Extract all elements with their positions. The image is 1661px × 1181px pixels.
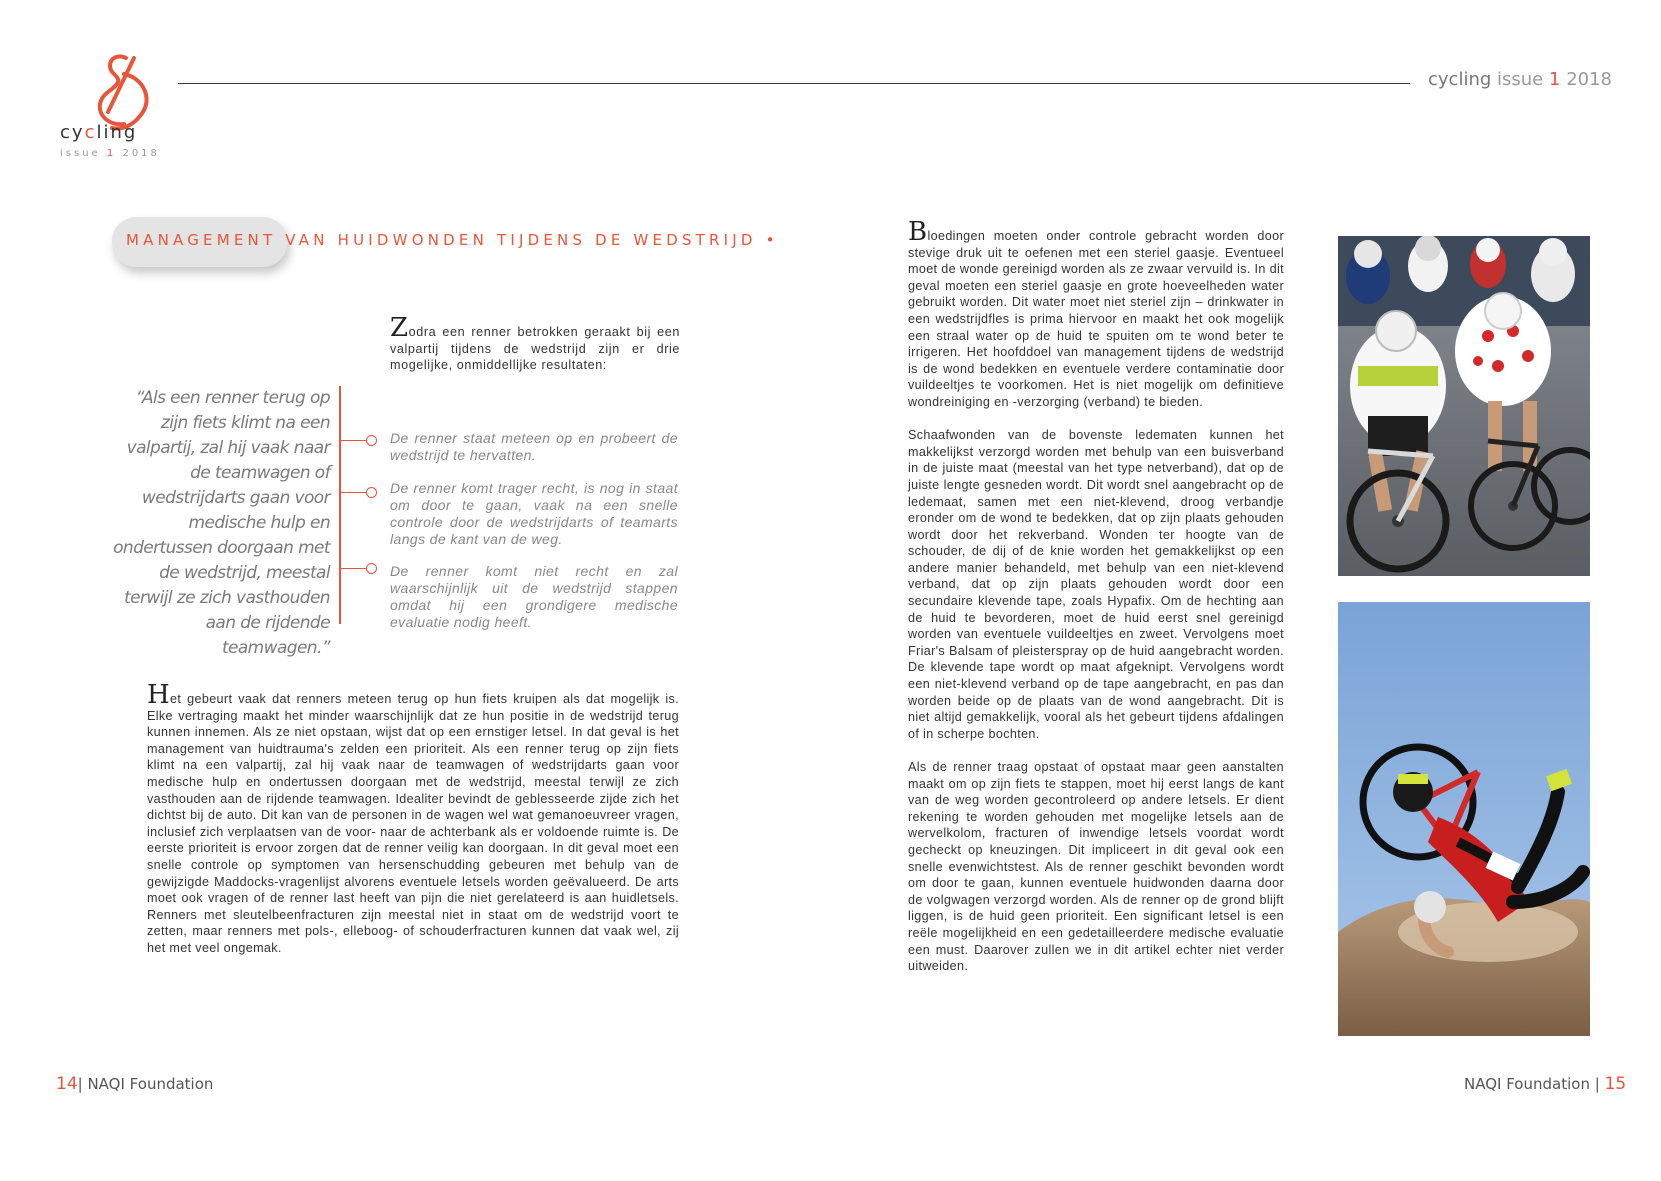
pull-quote: “Als een renner terug op zijn fiets klimt na een valpartij, zal hij vaak naar de teamwagen of wedstrijdarts gaan voor medische hulp en ondertussen doorgaan met de wedstrijd, meestal terwijl ze zich vasthouden aan de rijdende teamwagen.” [113,388,330,658]
logo-wordmark: cycling [60,122,138,143]
intro-dropcap: Z [390,313,409,343]
body-right-paragraph-2: Schaafwonden van de bovenste ledematen kunnen het makkelijkst verzorgd worden met behulp van een buisverband in de juiste maat (meestal van het type netverband), dat op de juiste lengte gesneden wordt. Dit wordt snel aangebracht op de ledemaat, samen met een niet-klevend, droog verbandje eronder om de wond te bedekken, dat op zijn plaats gehouden wordt door het rekverband. Wonden ter hoogte van de schouder, de dij of de knie worden het gemakkelijkst op een andere manier behandeld, met behulp van een niet-klevend verband, dat op zijn plaats gehouden wordt door een secundaire klevende tape, zoals Hypafix. Om de hechting aan de huid te bevorderen, moet de huid eerst snel gereinigd worden van eventuele vuildeeltjes en zweet. Vervolgens moet Friar's Balsam of pleisterspray op de huid aangebracht worden. De klevende tape wordt op maat afgeknipt. Vervolgens wordt een niet-klevend verband op de tape aangebracht, en pas dan worden beide op de plaats van de wond aangebracht. Dit is niet altijd gemakkelijk, vooral als het gebeurt tijdens afdalingen of in scherpe bochten. [908,428,1284,741]
timeline-dot-1 [366,435,377,446]
timeline-tick-1 [341,440,367,441]
body-left-text: et gebeurt vaak dat renners meteen terug op hun fiets kruipen als dat mogelijk is. Elke vertraging maakt het minder waarschijnlijk dat ze hun positie in de wedstrijd terug kunnen innemen. Als ze niet opstaan, wijst dat op een ernstiger letsel. In dat geval is het management van huidtrauma's zelden een prioriteit. Als een renner terug op zijn fiets klimt na een valpartij, zal hij vaak naar de teamwagen of wedstrijdarts gaan voor medische hulp en ondertussen doorgaan met de wedstrijd, meestal terwijl ze zich vasthouden aan de rijdende teamwagen. Idealiter bevindt de geblesseerde zijde zich het dichtst bij de auto. Dit kan van de personen in de wagen wel wat gemanoeuvreer vragen, inclusief zich verplaatsen van de voor- naar de achterbank als er voldoende ruimte is. De eerste prioriteit is ervoor zorgen dat de renner veilig kan doorgaan. In dit geval moet een snelle controle op symptomen van hersenschudding gebeuren met behulp van de gewijzigde Maddocks-vragenlijst alvorens eventuele letsels worden geëvalueerd. De arts moet ook vragen of de renner last heeft van pijn die niet gerelateerd is aan huidletsels. Renners met sleutelbeenfracturen zijn meestal niet in staat om de wedstrijd voort te zetten, maar renners met pols-, elleboog- of schouderfracturen kunnen dat vaak wel, zij het met veel ongemak. [147,692,679,955]
section-title: MANAGEMENT VAN HUIDWONDEN TIJDENS DE WEDSTRIJD • [126,231,779,249]
body-right-paragraph-3: Als de renner traag opstaat of opstaat maar geen aanstalten maakt om op zijn fiets te stappen, moet hij eerst langs de kant van de weg worden gecontroleerd op andere letsels. Er dient rekening te worden gehouden met mogelijke letsels aan de wervelkolom, fracturen of inwendige letsels voordat wordt gecheckt op kneuzingen. Dit impliceert in dit geval ook een snelle evenwichtstest. Als de renner geschikt bevonden wordt om door te gaan, kunnen eventuele huidwonden daarna door de volgwagen verzorgd worden. Als de renner op de grond blijft liggen, is de huid geen prioriteit. Een significant letsel is een reële mogelijkheid en een gedetailleerdere medische evaluatie een must. Daarover zullen we in dit artikel echter niet verder uitweiden. [908,760,1284,974]
intro-paragraph [390,313,680,374]
header-issue-year: 2018 [1566,69,1612,90]
body-left-dropcap: H [147,680,171,710]
outcome-item-2: De renner komt trager recht, is nog in staat om door te gaan, vaak na een snelle controle door de wedstrijdarts of teamarts langs de kant van de weg. [390,480,678,547]
timeline-dot-2 [366,487,377,498]
header-title-word: cycling [1428,69,1492,90]
timeline-tick-2 [341,492,367,493]
body-right-paragraph-1 [908,217,1284,411]
running-header [1428,69,1612,90]
logo-issue-label: issue 1 2018 [60,148,160,159]
footer-left-text: | NAQI Foundation [77,1075,214,1093]
footer-right [1464,1074,1626,1094]
header-issue-number: 1 [1549,69,1561,90]
timeline-dot-3 [366,563,377,574]
header-rule [178,83,1410,84]
intro-text: odra een renner betrokken geraakt bij een valpartij tijdens de wedstrijd zijn er drie mogelijke, onmiddellijke resultaten: [390,325,680,372]
outcome-item-3: De renner komt niet recht en zal waarschijnlijk uit de wedstrijd stappen omdat hij een grondigere medische evaluatie nodig heeft. [390,563,678,630]
photo-peloton-sprint [1338,236,1590,576]
magazine-logo [58,52,178,162]
body-right-dropcap: B [908,217,928,247]
page-number-left: 14 [56,1074,78,1094]
timeline-line [339,386,341,624]
timeline-tick-3 [341,568,367,569]
photo-crashed-cyclist [1338,602,1590,1036]
body-right-column [908,217,1284,991]
body-right-text-1: loedingen moeten onder controle gebracht worden door stevige druk uit te oefenen met een steriel gaasje. Eventueel moet de wonde gereinigd worden als ze zwaar vervuild is. In dit geval moeten een steriel gaasje en grote hoeveelheden water gebruikt worden. Dit water moet niet steriel zijn – drinkwater in een wedstrijdfles is prima hiervoor en maakt het ook mogelijk een straal water op de huid te spuiten om te wond beter te irrigeren. Het hoofddoel van management tijdens de wedstrijd is de wond bedekken en eventuele verdere contaminatie door vuildeeltjes te voorkomen. Het is niet mogelijk om definitieve wondreiniging en -verzorging (verband) te bieden. [908,229,1284,409]
outcome-item-1: De renner staat meteen op en probeert de wedstrijd te hervatten. [390,430,678,463]
page-number-right: 15 [1604,1074,1627,1094]
header-issue-word: issue [1497,69,1544,90]
footer-left [56,1074,213,1094]
footer-right-text: NAQI Foundation | [1464,1075,1600,1093]
body-left-paragraph [147,680,679,957]
